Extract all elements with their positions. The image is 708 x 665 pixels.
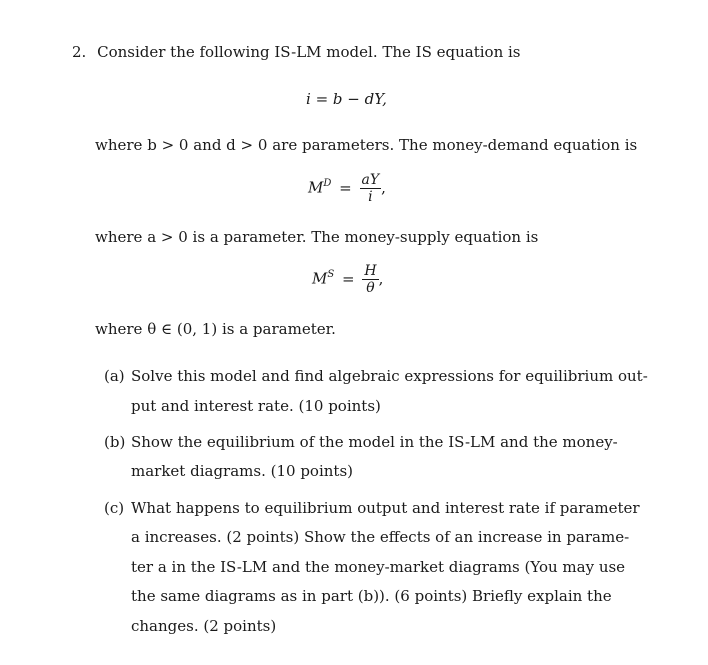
money-demand-equation xyxy=(308,172,386,205)
ms-denominator: θ xyxy=(366,280,375,296)
ms-numerator: H xyxy=(364,263,377,279)
parameter-theta-sentence: where θ ∈ (0, 1) is a parameter. xyxy=(95,320,336,338)
problem-number: 2. xyxy=(72,43,87,61)
part-b-label: (b) xyxy=(104,433,126,451)
ms-equals: = xyxy=(342,269,355,288)
part-c-line-3: ter a in the IS-LM and the money-market diagrams (You may use xyxy=(131,558,626,576)
part-b-line-2: market diagrams. (10 points) xyxy=(131,462,353,480)
problem-intro: Consider the following IS-LM model. The IS equation is xyxy=(97,43,521,61)
md-comma: , xyxy=(381,178,386,197)
part-c-line-4: the same diagrams as in part (b)). (6 points) Briefly explain the xyxy=(131,587,612,605)
md-equals: = xyxy=(339,178,352,197)
problem-header xyxy=(72,42,521,62)
parameter-a-sentence: where a > 0 is a parameter. The money-supply equation is xyxy=(95,228,539,246)
part-a-line-1: Solve this model and find algebraic expressions for equilibrium out- xyxy=(131,367,648,385)
ms-superscript: S xyxy=(327,268,335,280)
md-numerator: aY xyxy=(361,172,380,188)
part-a-label: (a) xyxy=(104,367,125,385)
ms-fraction xyxy=(362,263,378,296)
part-a-line-2: put and interest rate. (10 points) xyxy=(131,397,381,415)
part-c-line-2: a increases. (2 points) Show the effects of an increase in parame- xyxy=(131,528,630,546)
money-supply-equation xyxy=(312,263,383,296)
md-lhs: M xyxy=(308,178,324,197)
md-denominator: i xyxy=(368,189,373,205)
ms-lhs: M xyxy=(312,269,328,288)
part-c-line-1: What happens to equilibrium output and interest rate if parameter xyxy=(131,499,640,517)
parameters-sentence: where b > 0 and d > 0 are parameters. The money-demand equation is xyxy=(95,136,638,154)
part-b-line-1: Show the equilibrium of the model in the IS-LM and the money- xyxy=(131,433,618,451)
md-superscript: D xyxy=(323,177,332,189)
part-c-line-5: changes. (2 points) xyxy=(131,617,277,635)
md-fraction xyxy=(360,172,382,205)
is-equation: i = b − dY, xyxy=(306,90,387,108)
ms-comma: , xyxy=(378,269,384,288)
part-c-label: (c) xyxy=(104,499,125,517)
